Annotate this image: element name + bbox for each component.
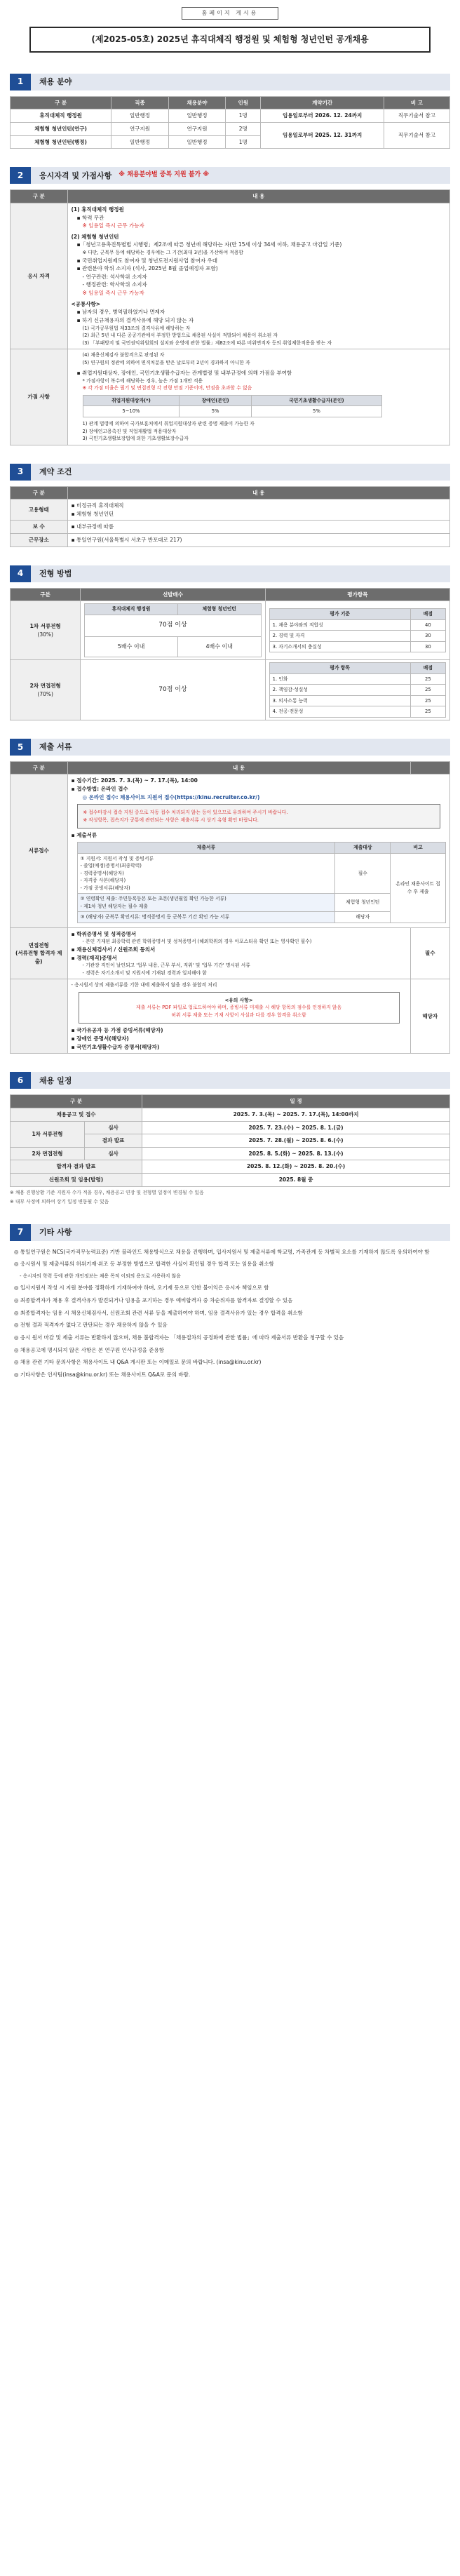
evaluation-cell [265, 601, 449, 660]
row-label: 고용형태 [11, 499, 68, 521]
section-number: 3 [10, 464, 31, 481]
table-row [11, 203, 450, 349]
text: ▪ 장애인 증명서(해당자) [71, 1035, 129, 1042]
cell: 일반행정 [168, 109, 226, 123]
text: ▪ 접수방법: 온라인 접수 [71, 786, 128, 793]
cell: 5% [251, 406, 381, 417]
table-row [85, 615, 261, 636]
text: ▪ 국가유공자 등 가점 증빙서류(해당자) [71, 1027, 163, 1034]
table-row [269, 673, 445, 685]
list-item: ◎ 응시원서 및 제출서류의 허위기재·위조 등 부정한 방법으로 합격한 사실이 확인될 경우 합격 또는 임용을 취소함 [14, 1261, 274, 1268]
submit-docs-table [77, 842, 447, 923]
col-header: 직종 [111, 96, 169, 109]
row-label: 보 수 [11, 521, 68, 534]
row-label: 근무장소 [11, 534, 68, 547]
row-label [11, 979, 68, 1054]
cell: 연구지원 [111, 123, 169, 136]
col-header: 구 분 [11, 486, 68, 499]
cell: 1명 [226, 135, 261, 149]
table-row [11, 1108, 450, 1121]
section-title: 기타 사항 [31, 1224, 450, 1241]
table-row [11, 521, 450, 534]
list-item: ◎ 최종합격자는 임용 시 채용신체검사서, 신원조회 관련 서류 등을 제출하여야 하며, 임용 결격사유가 있는 경우 합격을 취소함 [14, 1309, 303, 1316]
schedule-table [10, 1094, 450, 1186]
cell: 직무기술서 참고 [384, 123, 449, 149]
row-label: 합격자 결과 발표 [11, 1160, 142, 1174]
table-row [11, 660, 450, 720]
cell: 2명 [226, 123, 261, 136]
col-header: 계약기간 [261, 96, 384, 109]
section-4-header [10, 565, 450, 582]
text: ▪「청년고용촉진특별법 시행령」제2조에 따른 청년에 해당하는 자(만 15세 이상 34세 이하, 채용공고 마감일 기준) [76, 241, 342, 248]
section-6-header [10, 1072, 450, 1089]
table-row [269, 641, 445, 652]
row-sublabel: 결과 발표 [85, 1134, 142, 1148]
submission-notice [77, 804, 441, 829]
table-row [11, 123, 450, 136]
table-header-row [11, 761, 450, 774]
text: ▪ 경력(재직)증명서 [71, 954, 117, 961]
table-header-row [11, 588, 450, 601]
table-row [85, 636, 261, 657]
col-header: 제출서류 [77, 843, 335, 854]
section-number: 1 [10, 74, 31, 90]
col-header: 평가 항목 [269, 663, 410, 674]
table-header-row [11, 486, 450, 499]
cell: 70점 이상 [85, 615, 261, 636]
row-label: 가점 사항 [11, 349, 68, 445]
selection-table [10, 588, 450, 720]
text: (30%) [37, 631, 53, 638]
list-item: - 응시자의 학력 등에 관한 개인정보는 채용 목적 이외의 용도로 사용하지 않음 [20, 1273, 181, 1279]
table-header-row [83, 395, 382, 406]
submission-content [67, 774, 450, 927]
cell: 25 [410, 706, 445, 718]
section-title: 채용 일정 [31, 1072, 450, 1089]
cell: 5% [180, 406, 251, 417]
text: ▪ 취업지원대상자, 장애인, 국민기초생활수급자는 관계법령 및 내부규정에 의해 가점을 부여함 [76, 370, 292, 377]
table-row [11, 1160, 450, 1174]
text: ▪ 학력 무관 [76, 214, 104, 221]
col-header: 일 정 [142, 1095, 450, 1108]
cell: 체험형 청년인턴 [335, 894, 391, 912]
text: ※ 임용일 즉시 근무 가능자 [82, 290, 144, 297]
cell: 3. 의사소통 능력 [269, 695, 410, 706]
table-row [11, 499, 450, 521]
section-title: 제출 서류 [31, 739, 450, 756]
table-row [11, 979, 450, 1054]
col-header: 채용분야 [168, 96, 226, 109]
text: - 응시원서 상의 제출서류를 기한 내에 제출하지 않을 경우 불합격 처리 [71, 982, 217, 988]
col-header: 구 분 [11, 761, 68, 774]
schedule-note: ※ 내부 사정에 의하여 상기 일정 변동될 수 있음 [10, 1199, 109, 1205]
schedule-note: ※ 채용 진행상황 기준 지원자 수가 적을 경우, 채용공고 연장 및 전형별 일정이 변경될 수 있음 [10, 1189, 204, 1195]
table-row [77, 894, 446, 912]
list-item: ◎ 채용 관련 기타 문의사항은 채용사이트 내 Q&A 게시판 또는 이메일로 문의 바랍니다. (insa@kinu.or.kr) [14, 1359, 262, 1366]
stage-label [11, 660, 81, 720]
table-row [269, 631, 445, 642]
cell: 70점 이상 [81, 660, 265, 720]
text: ※ 다만, 군복무 등에 해당하는 경우에는 그 기간(최대 3년)을 가산하여 적용함 [82, 250, 243, 256]
cell: 2025. 7. 23.(수) ~ 2025. 8. 1.(금) [142, 1121, 450, 1134]
table-row [77, 853, 446, 894]
col-header: 내 용 [67, 486, 450, 499]
cell: ▪ 내부규정에 따름 [67, 521, 450, 534]
required-label: 해당자 [410, 979, 449, 1054]
table-row [11, 109, 450, 123]
text: 2) 장애인고용촉진 및 직업재활법 적용대상자 [82, 428, 177, 434]
cell: 2025. 8. 12.(화) ~ 2025. 8. 20.(수) [142, 1160, 450, 1174]
col-header: 평가 기준 [269, 609, 410, 620]
table-header-row [269, 609, 445, 620]
text: 2차 면접전형 [29, 682, 61, 689]
cell: ③ (해당자) 군복무 확인서류: 병적증명서 등 군복무 기간 확인 가능 서류 [77, 912, 335, 923]
documents-table [10, 761, 450, 1054]
cell: 25 [410, 685, 445, 696]
text: - 기관장 직인이 날인되고 '업무 내용, 근무 부서, 직위' 및 '업무 기간' 명시된 서류 [82, 962, 250, 969]
text: 제출 서류는 PDF 파일로 업로드하여야 하며, 증빙서류 미제출 시 해당 항목의 점수를 인정하지 않음 [136, 1005, 342, 1011]
col-header: 내 용 [67, 190, 450, 203]
section-5-header [10, 739, 450, 756]
section-title: 채용 분야 [31, 74, 450, 90]
table-row [11, 601, 450, 660]
col-header: 비 고 [384, 96, 449, 109]
row-sublabel: 심사 [85, 1147, 142, 1160]
cell: 해당자 [335, 912, 391, 923]
list-item: ◎ 최종합격자가 채용 후 결격사유가 발견되거나 임용을 포기하는 경우 예비합격자 중 차순위자를 합격자로 결정할 수 있음 [14, 1297, 293, 1304]
list-item: ◎ 입사지원서 작성 시 지원 분야를 정확하게 기재하여야 하며, 오기재 등으로 인한 불이익은 응시자 책임으로 함 [14, 1284, 269, 1292]
col-header: 평가항목 [265, 588, 449, 601]
cell: 임용일로부터 2025. 12. 31까지 [261, 123, 384, 149]
evaluation-table [269, 662, 446, 718]
text: <유의 사항> [224, 997, 253, 1003]
table-header-row [11, 190, 450, 203]
row-label: 응시 자격 [11, 203, 68, 349]
col-header: 구 분 [11, 1095, 142, 1108]
row-label: 채용공고 및 접수 [11, 1108, 142, 1121]
section-title-text: 응시자격 및 가점사항 [39, 170, 112, 180]
cell: 일반행정 [111, 109, 169, 123]
cell: 25 [410, 673, 445, 685]
cell: 2. 책임감·성실성 [269, 685, 410, 696]
text: - 연구관련: 석사학위 소지자 [82, 273, 147, 280]
table-header-row [11, 1095, 450, 1108]
text: ▪ 남자의 경우, 병역필하였거나 면제자 [76, 309, 165, 316]
cell: 휴직대체직 행정원 [11, 109, 111, 123]
row-label: 신원조회 및 임용(발령) [11, 1174, 142, 1187]
table-header-row [77, 843, 446, 854]
text: (3) 「부패방지 및 국민권익위원회의 설치와 운영에 관한 법률」제82조에 따른 비위면직자 등의 취업제한적용을 받는 자 [82, 340, 332, 346]
section-title: 계약 조건 [31, 464, 450, 481]
cell: 2025. 7. 28.(월) ~ 2025. 8. 6.(수) [142, 1134, 450, 1148]
cell: 4배수 이내 [177, 636, 261, 657]
section-number: 6 [10, 1072, 31, 1089]
cell: 온라인 채용사이트 접수 후 제출 [391, 853, 446, 923]
list-item: ◎ 기타사항은 인사팀(insa@kinu.or.kr) 또는 채용사이트 Q&A로 문의 바람. [14, 1371, 191, 1378]
recruit-site-link[interactable]: ◎ 온라인 접수: 채용사이트 지원서 접수(https://kinu.recruiter.co.kr/) [82, 793, 260, 800]
table-row [269, 695, 445, 706]
cell: 체험형 청년인턴(행정) [11, 135, 111, 149]
text: ▪ 채용신체검사서 / 신원조회 동의서 [71, 946, 156, 953]
section-number: 4 [10, 565, 31, 582]
cell: 1. 인화 [269, 673, 410, 685]
section-2-header [10, 167, 450, 184]
cell: 연구지원 [168, 123, 226, 136]
col-header: 비고 [391, 843, 446, 854]
required-label: 필수 [410, 927, 449, 979]
col-header: 국민기초생활수급자(본인) [251, 395, 381, 406]
text: ※ 각 가점 비율은 필기 및 면접전형 각 전형 만점 기준이며, 만점을 초과할 수 없음 [82, 385, 252, 391]
text: ▪ 국민기초생활수급자 증명서(해당자) [71, 1043, 160, 1050]
col-header [410, 761, 449, 774]
row-label: 면접전형 (서류전형 합격자 제출) [11, 927, 68, 979]
text: ▪ 국민취업지원제도 참여자 및 청년도전지원사업 참여자 우대 [76, 257, 218, 264]
list-item: ◎ 채용공고에 명시되지 않은 사항은 본 연구원 인사규정을 준용함 [14, 1346, 164, 1353]
table-row [269, 619, 445, 631]
cell: ② 연령확인 제출: 주민등록등본 또는 초본(생년월일 확인 가능한 서류) - 제1차 청년 해당자는 필수 제출 [77, 894, 335, 912]
section-number: 7 [10, 1224, 31, 1241]
cell: 임용일로부터 2026. 12. 24까지 [261, 109, 384, 123]
section-title: 전형 방법 [31, 565, 450, 582]
text: * 가점사항이 복수에 해당하는 경우, 높은 가점 1개만 적용 [82, 377, 203, 384]
cell: 4. 전공·전문성 [269, 706, 410, 718]
text: 1) 관계 법령에 의하여 국가보훈처에서 취업지원대상자 관련 증명 제출이 가능한 자 [82, 420, 255, 427]
text: 1차 서류전형 [29, 623, 61, 630]
text: ※ 접수마감시 접속 지원 중으로 자동 접수 처리되지 않는 등이 있으므로 유의하여 주시기 바랍니다. [83, 810, 288, 816]
table-row [11, 1121, 450, 1134]
list-item: ◎ 통일연구원은 NCS(국가직무능력표준) 기반 블라인드 채용방식으로 채용을 진행하며, 입사지원서 및 제출서류에 학교명, 가족관계 등 차별적 요소를 기재하지 않도록 유의하여야 함 [14, 1248, 430, 1255]
table-header-row [269, 663, 445, 674]
section-1-header [10, 74, 450, 90]
table-row [11, 349, 450, 445]
col-header: 장애인(본인) [180, 395, 251, 406]
text: (70%) [37, 690, 53, 697]
text: <공통사항> [71, 300, 101, 307]
col-header: 배점 [410, 663, 445, 674]
section-7-header [10, 1224, 450, 1241]
text: (5) 연구원의 정관에 의하여 면직처분을 받은 날로부터 2년이 경과하지 아니한 자 [82, 359, 250, 365]
document-title: (제2025-05호) 2025년 휴직대체직 행정원 및 체험형 청년인턴 공개채용 [29, 27, 431, 52]
text: (2) 최근 5년 내 다른 공공기관에서 부정한 방법으로 채용된 사실이 적발되어 채용이 취소된 자 [82, 333, 278, 339]
cell: 필수 [335, 853, 391, 894]
table-row [11, 774, 450, 927]
extra-docs [67, 979, 410, 1054]
col-header: 구 분 [11, 190, 68, 203]
row-label: 서류접수 [11, 774, 68, 927]
cell: 직무기술서 참고 [384, 109, 449, 123]
cell: 2025. 8월 중 [142, 1174, 450, 1187]
text: ▪ 접수기간: 2025. 7. 3.(목) ~ 7. 17.(목), 14:00 [71, 777, 198, 784]
stage-label [11, 601, 81, 660]
table-header-row [11, 96, 450, 109]
section-number: 5 [10, 739, 31, 756]
table-header-row [85, 604, 261, 615]
table-row [269, 685, 445, 696]
table-row [83, 406, 382, 417]
cell: 2025. 7. 3.(목) ~ 2025. 7. 17.(목), 14:00까지 [142, 1108, 450, 1121]
interview-docs [67, 927, 410, 979]
cell: 일반행정 [168, 135, 226, 149]
cell: ▪ 비정규직 휴직대체직 ▪ 체험형 청년인턴 [67, 499, 450, 521]
row-label: 2차 면접전형 [11, 1147, 85, 1160]
contract-table [10, 486, 450, 547]
text: (1) 국가공무원법 제33조의 결격사유에 해당하는 자 [82, 325, 191, 331]
text: ▪ 제출서류 [71, 832, 97, 839]
cell: 30 [410, 631, 445, 642]
bonus-rate-table [83, 395, 383, 417]
cell: 3. 자기소개서의 충실성 [269, 641, 410, 652]
list-item: ◎ 응시 원서 마감 및 제출 서류는 반환하지 않으며, 채용 불합격자는 「채용절차의 공정화에 관한 법률」에 따라 제출서류 반환을 청구할 수 있음 [14, 1334, 344, 1341]
section-3-header [10, 464, 450, 481]
evaluation-table [269, 608, 446, 652]
duplicate-warning: ※ 채용분야별 중복 지원 불가 ※ [119, 171, 210, 179]
col-header: 체험형 청년인턴 [177, 604, 261, 615]
topbar-label: 홈페이지 게시용 [182, 7, 279, 20]
text: - 본인 기재된 최종학력 관련 학위증명서 및 성적증명서 (해외학위의 경우 아포스티유 확인 또는 영사확인 필수) [82, 939, 312, 945]
cell: 체험형 청년인턴(연구) [11, 123, 111, 136]
row-sublabel: 심사 [85, 1121, 142, 1134]
table-row [11, 1147, 450, 1160]
text: 허위 서류 제출 또는 기재 사항이 사실과 다를 경우 합격을 취소함 [171, 1012, 306, 1018]
bonus-content [67, 349, 450, 445]
cell: 2025. 8. 5.(화) ~ 2025. 8. 13.(수) [142, 1147, 450, 1160]
text: 3) 국민기초생활보장법에 의한 기초생활보장수급자 [82, 436, 189, 442]
cell: 2. 경력 및 자격 [269, 631, 410, 642]
col-header: 구분 [11, 588, 81, 601]
cell: 5배수 이내 [85, 636, 177, 657]
col-header: 구 분 [11, 96, 111, 109]
text: ▪ 관련분야 학위 소지자 (석사, 2025년 8월 졸업예정자 포함) [76, 265, 218, 272]
cell: 30 [410, 641, 445, 652]
table-row [11, 1174, 450, 1187]
section-title [31, 167, 450, 184]
text: (1) 휴직대체직 행정원 [71, 206, 124, 213]
table-row [77, 912, 446, 923]
text: ▪ 학위증명서 및 성적증명서 [71, 930, 137, 937]
cell: 40 [410, 619, 445, 631]
text: (2) 체험형 청년인턴 [71, 233, 119, 240]
topbar [10, 0, 450, 24]
text: (4) 채용신체검사 불합격으로 판정된 자 [82, 352, 165, 358]
text: - 경력은 자기소개서 및 지원서에 기재된 경력과 일치해야 함 [82, 970, 207, 976]
multiplier-table [84, 603, 261, 657]
cell: 5~10% [83, 406, 180, 417]
text: ※ 임용일 즉시 근무 가능자 [82, 222, 144, 229]
cell: 1명 [226, 109, 261, 123]
col-header: 인원 [226, 96, 261, 109]
etc-list [10, 1247, 450, 1379]
cell: ▪ 통일연구원(서울특별시 서초구 반포대로 217) [67, 534, 450, 547]
col-header: 제출대상 [335, 843, 391, 854]
caution-box [79, 992, 400, 1024]
cell: ① 지원서: 지원서 작성 및 증빙서류 - 졸업(예정)증명서(최종학력) - 경력증명서(해당자) - 자격증 사본(해당자) - 가점 증빙서류(해당자) [77, 853, 335, 894]
evaluation-cell [265, 660, 449, 720]
row-label: 1차 서류전형 [11, 1121, 85, 1147]
col-header: 내 용 [67, 761, 410, 774]
recruit-table [10, 96, 450, 149]
col-header: 취업지원대상자(*) [83, 395, 180, 406]
text: ※ 작성항목, 접속지가 공통에 관련되는 사항은 제출서류 시 상기 유형 확인 바랍니다. [83, 817, 259, 823]
qualification-content [67, 203, 450, 349]
col-header: 선발배수 [81, 588, 265, 601]
list-item: ◎ 전형 결과 적격자가 없다고 판단되는 경우 채용하지 않을 수 있음 [14, 1322, 168, 1329]
section-number: 2 [10, 167, 31, 184]
text: - 행정관련: 학사학위 소지자 [82, 281, 147, 288]
cell: 25 [410, 695, 445, 706]
qualification-table [10, 189, 450, 445]
cell: 1. 채용 분야와의 적합성 [269, 619, 410, 631]
table-row [11, 534, 450, 547]
table-row [269, 706, 445, 718]
col-header: 휴직대체직 행정원 [85, 604, 177, 615]
cell: 일반행정 [111, 135, 169, 149]
col-header: 배점 [410, 609, 445, 620]
multiplier-cell [81, 601, 265, 660]
text: ▪ 하기 신규채용자의 결격사유에 해당 되지 않는 자 [76, 316, 194, 323]
table-row [11, 927, 450, 979]
